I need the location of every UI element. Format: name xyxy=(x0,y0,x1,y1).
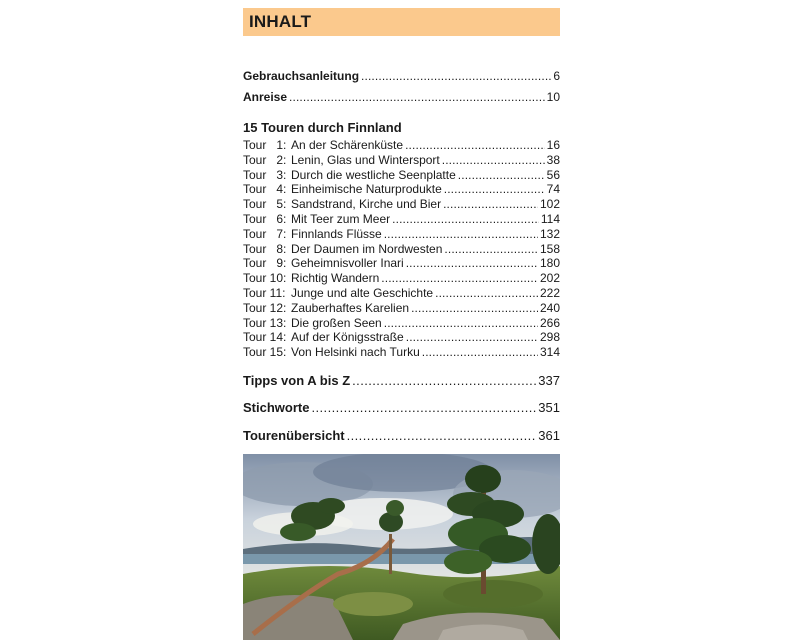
tour-page: 132 xyxy=(539,226,560,241)
tour-page: 266 xyxy=(539,315,560,330)
dot-leader xyxy=(405,138,545,153)
toc-entry-tour-11[interactable] xyxy=(243,286,560,301)
toc-entry-tipps[interactable] xyxy=(243,367,560,394)
toc-entry-tour-1[interactable] xyxy=(243,138,560,153)
toc-entry-tour-7[interactable] xyxy=(243,227,560,242)
tour-list xyxy=(243,138,560,360)
tour-title: An der Schärenküste xyxy=(291,138,404,152)
dot-leader xyxy=(442,153,545,168)
tour-page: 240 xyxy=(539,300,560,315)
tour-page: 74 xyxy=(546,182,560,197)
dot-leader xyxy=(347,422,537,450)
tour-page: 16 xyxy=(546,138,560,152)
toc-entry-tour-2[interactable] xyxy=(243,153,560,168)
dot-leader xyxy=(381,271,538,286)
toc-entry-tour-4[interactable] xyxy=(243,182,560,197)
tour-page: 38 xyxy=(546,152,560,167)
toc-header xyxy=(243,8,560,36)
dot-leader xyxy=(444,242,538,257)
back-matter xyxy=(243,367,560,450)
toc-entry-page: 361 xyxy=(538,427,560,443)
toc-entry-stichworte[interactable] xyxy=(243,394,560,422)
tour-page: 314 xyxy=(539,345,560,360)
tour-title: Junge und alte Geschichte xyxy=(291,285,434,300)
dot-leader xyxy=(289,87,545,108)
tour-number-label: Tour 1: xyxy=(243,138,287,152)
toc-entry-tour-15[interactable] xyxy=(243,345,560,360)
tour-title: Einheimische Naturprodukte xyxy=(291,182,442,197)
tour-number-label: Tour 14: xyxy=(243,330,287,345)
dot-leader xyxy=(422,345,538,360)
tours-section xyxy=(243,118,560,360)
tour-number-label: Tour 7: xyxy=(243,226,287,241)
tour-title: Der Daumen im Nordwesten xyxy=(291,241,443,256)
toc-entry-label: Tipps von A bis Z xyxy=(243,372,351,388)
tour-number-label: Tour 6: xyxy=(243,211,287,226)
tour-title: Die großen Seen xyxy=(291,315,382,330)
toc-entry-tour-13[interactable] xyxy=(243,316,560,331)
toc-entry-tour-14[interactable] xyxy=(243,330,560,345)
dot-leader xyxy=(352,367,536,394)
front-matter xyxy=(243,66,560,108)
dot-leader xyxy=(406,256,538,271)
landscape-photo xyxy=(243,454,560,640)
tour-number-label: Tour 3: xyxy=(243,167,287,182)
dot-leader xyxy=(384,316,538,331)
tour-title: Geheimnisvoller Inari xyxy=(291,256,404,271)
landscape-illustration xyxy=(243,454,560,640)
tour-page: 180 xyxy=(539,256,560,271)
toc-entry-tour-5[interactable] xyxy=(243,197,560,212)
tour-title: Sandstrand, Kirche und Bier xyxy=(291,197,442,212)
toc-entry-label: Tourenübersicht xyxy=(243,427,345,443)
tour-page: 298 xyxy=(539,330,560,345)
dot-leader xyxy=(443,197,538,212)
tour-number-label: Tour 4: xyxy=(243,182,287,197)
toc-entry-label: Anreise xyxy=(243,90,288,104)
toc-entry-anreise[interactable] xyxy=(243,87,560,108)
tour-page: 158 xyxy=(539,241,560,256)
section-title: 15 Touren durch Finnland xyxy=(243,120,402,135)
dot-leader xyxy=(406,330,538,345)
dot-leader xyxy=(392,212,539,227)
tour-number-label: Tour 11: xyxy=(243,285,286,300)
toc-entry-tour-10[interactable] xyxy=(243,271,560,286)
tour-page: 114 xyxy=(540,211,560,226)
tour-number-label: Tour 15: xyxy=(243,345,287,360)
tour-page: 202 xyxy=(539,271,560,286)
dot-leader xyxy=(361,66,551,87)
tour-number-label: Tour 8: xyxy=(243,241,287,256)
tour-title: Durch die westliche Seenplatte xyxy=(291,167,456,182)
toc-entry-tour-6[interactable] xyxy=(243,212,560,227)
tour-number-label: Tour 13: xyxy=(243,315,287,330)
toc-entry-label: Gebrauchsanleitung xyxy=(243,69,360,83)
tour-page: 222 xyxy=(539,285,560,300)
tour-title: Finnlands Flüsse xyxy=(291,226,382,241)
tour-number-label: Tour 10: xyxy=(243,271,287,286)
dot-leader xyxy=(384,227,538,242)
toc-entry-tour-12[interactable] xyxy=(243,301,560,316)
toc-entry-page: 351 xyxy=(538,399,560,415)
toc-title: INHALT xyxy=(249,12,312,31)
dot-leader xyxy=(458,168,545,183)
tour-title: Lenin, Glas und Wintersport xyxy=(291,152,440,167)
tour-title: Richtig Wandern xyxy=(291,271,380,286)
toc-entry-page: 6 xyxy=(553,69,560,83)
dot-leader xyxy=(444,182,545,197)
toc-entry-page: 10 xyxy=(546,90,560,104)
tour-number-label: Tour 5: xyxy=(243,197,287,212)
dot-leader xyxy=(311,394,536,422)
tour-title: Von Helsinki nach Turku xyxy=(291,345,420,360)
toc-entry-label: Stichworte xyxy=(243,399,310,415)
tour-page: 102 xyxy=(539,197,560,212)
toc-entry-tour-8[interactable] xyxy=(243,242,560,257)
toc-entry-tour-9[interactable] xyxy=(243,256,560,271)
tour-title: Auf der Königsstraße xyxy=(291,330,404,345)
tour-number-label: Tour 9: xyxy=(243,256,287,271)
toc-page xyxy=(243,8,560,450)
toc-entry-page: 337 xyxy=(538,372,560,388)
toc-entry-tourenuebersicht[interactable] xyxy=(243,422,560,450)
dot-leader xyxy=(435,286,538,301)
tour-number-label: Tour 2: xyxy=(243,152,287,167)
tour-page: 56 xyxy=(546,167,560,182)
toc-entry-tour-3[interactable] xyxy=(243,168,560,183)
tour-number-label: Tour 12: xyxy=(243,300,287,315)
tour-title: Mit Teer zum Meer xyxy=(291,211,391,226)
tour-title: Zauberhaftes Karelien xyxy=(291,300,410,315)
dot-leader xyxy=(411,301,538,316)
toc-entry-gebrauchsanleitung[interactable] xyxy=(243,66,560,87)
